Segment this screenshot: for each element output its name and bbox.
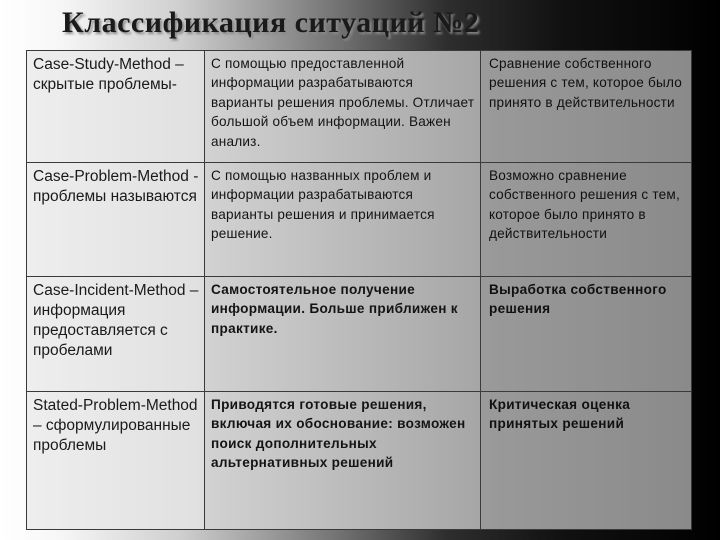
description-cell: Самостоятельное получение информации. Больше приближен к практике.: [205, 277, 481, 392]
description-cell: С помощью названных проблем и информации разрабатываются варианты решения и принимается решение.: [205, 163, 481, 277]
slide-title: Классификация ситуаций №2: [62, 6, 480, 39]
method-cell: Case-Study-Method – скрытые проблемы-: [27, 51, 205, 163]
method-cell: Case-Incident-Method – информация предоставляется с пробелами: [27, 277, 205, 392]
method-cell: Stated-Problem-Method – сформулированные проблемы: [27, 392, 205, 529]
description-cell: Приводятся готовые решения, включая их обоснование: возможен поиск дополнительных альтернативных решений: [205, 392, 481, 529]
result-cell: Критическая оценка принятых решений: [481, 392, 691, 529]
classification-table: [26, 50, 692, 530]
description-cell: С помощью предоставленной информации разрабатываются варианты решения проблемы. Отличает большой объем информации. Важен анализ.: [205, 51, 481, 163]
result-cell: Сравнение собственного решения с тем, которое было принято в действительности: [481, 51, 691, 163]
result-cell: Выработка собственного решения: [481, 277, 691, 392]
method-cell: Case-Problem-Method - проблемы называются: [27, 163, 205, 277]
result-cell: Возможно сравнение собственного решения с тем, которое было принято в действительности: [481, 163, 691, 277]
